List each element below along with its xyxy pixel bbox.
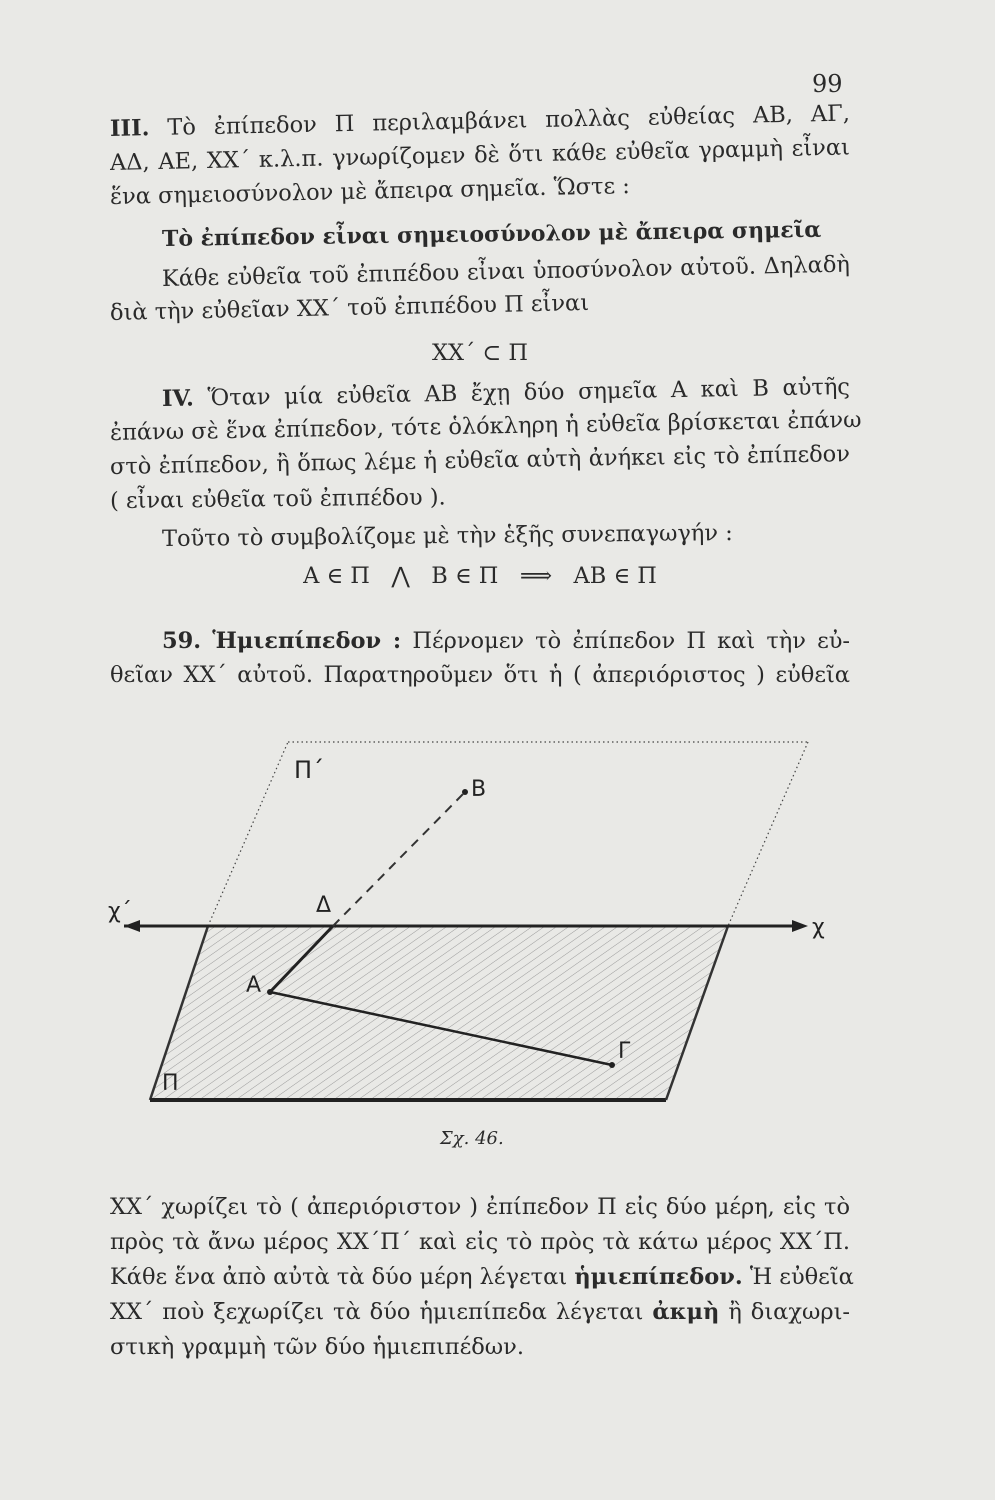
label-g: Γ xyxy=(618,1039,631,1064)
closing-line-1: ΧΧ΄ χωρίζει τὸ ( ἀπεριόριστον ) ἐπίπεδον Π εἰς δύο μέρη, εἰς τὸ xyxy=(110,1194,850,1220)
arrow-right-icon xyxy=(792,920,808,932)
closing-line-5: στικὴ γραμμὴ τῶν δύο ἡμιεπιπέδων. xyxy=(110,1334,524,1360)
upper-plane-left-edge xyxy=(208,742,288,926)
term-half-plane: ἡμιεπίπεδον. xyxy=(574,1264,743,1290)
point-g xyxy=(609,1062,615,1068)
section-iii-line-2: ΑΔ, ΑΕ, ΧΧ΄ κ.λ.π. γνωρίζομεν δὲ ὅτι κάθε εὐθεῖα γραμμὴ εἶναι xyxy=(109,134,851,176)
section-iv-line-1: ΙV. Ὅταν μία εὐθεῖα ΑΒ ἔχῃ δύο σημεῖα Α καὶ Β αὐτῆς xyxy=(161,373,851,412)
section-iv-label: ΙV. xyxy=(161,385,195,412)
section-iii-line-1: ΙΙΙ. Τὸ ἐπίπεδον Π περιλαμβάνει πολλὰς εὐθείας ΑΒ, ΑΓ, xyxy=(109,100,851,142)
label-b: Β xyxy=(471,777,487,802)
label-upper-plane: Π΄ xyxy=(294,756,325,784)
label-a: Α xyxy=(246,973,262,998)
section-iv-line-5: Τοῦτο τὸ συμβολίζομε μὲ τὴν ἑξῆς συνεπαγωγήν : xyxy=(161,520,733,552)
closing-line-4: ΧΧ΄ ποὺ ξεχωρίζει τὰ δύο ἡμιεπίπεδα λέγεται ἀκμὴ ἢ διαχωρι- xyxy=(110,1299,850,1325)
figure-caption: Σχ. 46. xyxy=(440,1128,504,1149)
section-iv-line-3: στὸ ἐπίπεδον, ἢ ὅπως λέμε ἡ εὐθεῖα αὐτὴ ἀνήκει εἰς τὸ ἐπίπεδον xyxy=(109,441,851,480)
label-lower-plane: Π xyxy=(162,1071,179,1096)
term-edge: ἀκμὴ xyxy=(652,1299,720,1325)
upper-plane-right-edge xyxy=(728,742,808,926)
point-a xyxy=(267,989,273,995)
point-b xyxy=(462,789,468,795)
page-number: 99 xyxy=(812,70,843,98)
section-iii-line-5: διὰ τὴν εὐθεῖαν ΧΧ΄ τοῦ ἐπιπέδου Π εἶναι xyxy=(109,289,590,326)
section-iii-line-4: Κάθε εὐθεῖα τοῦ ἐπιπέδου εἶναι ὑποσύνολον αὐτοῦ. Δηλαδὴ xyxy=(161,251,851,292)
lower-half-plane-hatch xyxy=(150,926,728,1100)
section-59-title: Ἡμιεπίπεδον : xyxy=(212,628,402,654)
segment-d-b-dashed xyxy=(333,792,465,926)
section-iv-formula: Α ∈ Π ⋀ Β ∈ Π ⟹ ΑΒ ∈ Π xyxy=(303,563,657,589)
label-d: Δ xyxy=(316,893,332,918)
section-iii-formula: ΧΧ΄ ⊂ Π xyxy=(431,340,529,366)
closing-line-2: πρὸς τὰ ἄνω μέρος ΧΧ΄Π΄ καὶ εἰς τὸ πρὸς τὰ κάτω μέρος ΧΧ΄Π. xyxy=(110,1229,850,1255)
section-iv-line-2: ἐπάνω σὲ ἕνα ἐπίπεδον, τότε ὁλόκληρη ἡ εὐθεῖα βρίσκεται ἐπάνω xyxy=(109,406,862,446)
label-x-right: χ xyxy=(812,915,825,940)
section-59-line-1: 59. Ἡμιεπίπεδον : Πέρνομεν τὸ ἐπίπεδον Π καὶ τὴν εὐ- xyxy=(162,628,851,654)
closing-line-3: Κάθε ἕνα ἀπὸ αὐτὰ τὰ δύο μέρη λέγεται ἡμιεπίπεδον. Ἡ εὐθεῖα xyxy=(110,1264,854,1290)
section-iii-heading: Τὸ ἐπίπεδον εἶναι σημειοσύνολον μὲ ἄπειρα σημεῖα xyxy=(161,216,822,252)
section-59-number: 59. xyxy=(162,628,202,654)
section-iii-line-3: ἕνα σημειοσύνολον μὲ ἄπειρα σημεῖα. Ὥστε : xyxy=(109,173,631,210)
section-59-line-2: θεῖαν ΧΧ΄ αὐτοῦ. Παρατηροῦμεν ὅτι ἡ ( ἀπεριόριστος ) εὐθεῖα xyxy=(110,662,850,688)
section-iii-label: ΙΙΙ. xyxy=(109,115,150,142)
label-x-left: χ΄ xyxy=(108,899,132,924)
section-iv-line-4: ( εἶναι εὐθεῖα τοῦ ἐπιπέδου ). xyxy=(109,484,446,514)
